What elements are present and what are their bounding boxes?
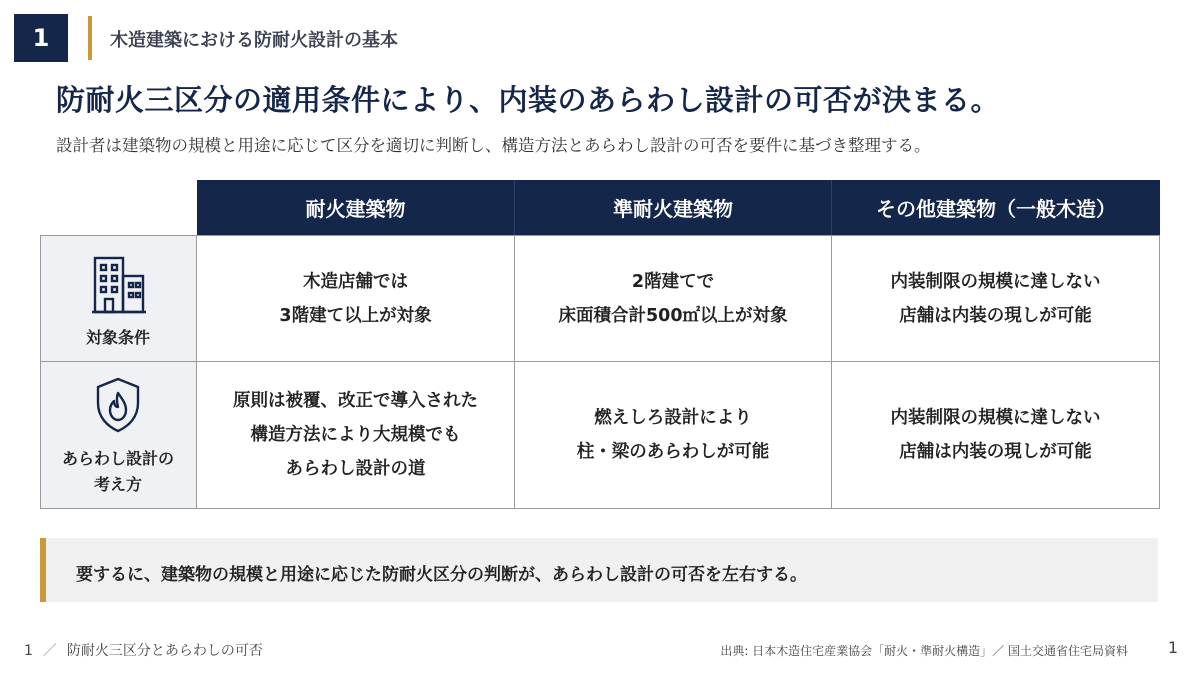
footer-topic — [24, 640, 263, 660]
row-label-target-conditions: 対象条件 — [85, 328, 150, 347]
row-label-exposure-approach: あらわし設計の 考え方 — [61, 449, 174, 494]
footer-source: 出典: 日本木造住宅産業協会「耐火・準耐火構造」／ 国土交通省住宅局資料 — [720, 644, 1128, 658]
table-cell: 内装制限の規模に達しない 店舗は内装の現しが可能 — [890, 408, 1101, 462]
footer-topic-label: 防耐火三区分とあらわしの可否 — [66, 643, 263, 659]
table-cell: 2階建てで 床面積合計500㎡以上が対象 — [558, 271, 788, 326]
page-subtitle: 設計者は建築物の規模と用途に応じて区分を適切に判断し、構造方法とあらわし設計の可否を要件に基づき整理する。 — [56, 136, 931, 155]
page-title: 防耐火三区分の適用条件により、内装のあらわし設計の可否が決まる。 — [56, 83, 1001, 117]
table-cell: 内装制限の規模に達しない 店舗は内装の現しが可能 — [890, 271, 1101, 326]
table-cell: 木造店舗では 3階建て以上が対象 — [279, 271, 432, 326]
summary-accent-bar — [40, 538, 46, 602]
section-number-badge: 1 — [14, 14, 68, 62]
column-header-fireproof: 耐火建築物 — [305, 197, 406, 221]
section-label: 木造建築における防耐火設計の基本 — [110, 30, 398, 51]
table-cell: 燃えしろ設計により 柱・梁のあらわしが可能 — [576, 408, 770, 462]
comparison-table — [40, 180, 1160, 510]
footer-page-number: 1 — [24, 643, 33, 659]
header-accent-bar — [88, 16, 92, 60]
fire-shield-icon — [94, 376, 142, 438]
summary-box — [40, 538, 1158, 602]
column-header-other: その他建築物（一般木造） — [876, 197, 1116, 221]
summary-text: 要するに、建築物の規模と用途に応じた防耐火区分の判断が、あらわし設計の可否を左右する。 — [76, 565, 807, 585]
table-cell: 原則は被覆、改正で導入された 構造方法により大規模でも あらわし設計の道 — [233, 391, 478, 479]
footer-page-right: 1 — [1167, 638, 1178, 657]
column-header-quasi-fireproof: 準耐火建築物 — [613, 197, 733, 221]
building-icon — [92, 254, 146, 320]
footer-separator: ／ — [42, 643, 57, 659]
